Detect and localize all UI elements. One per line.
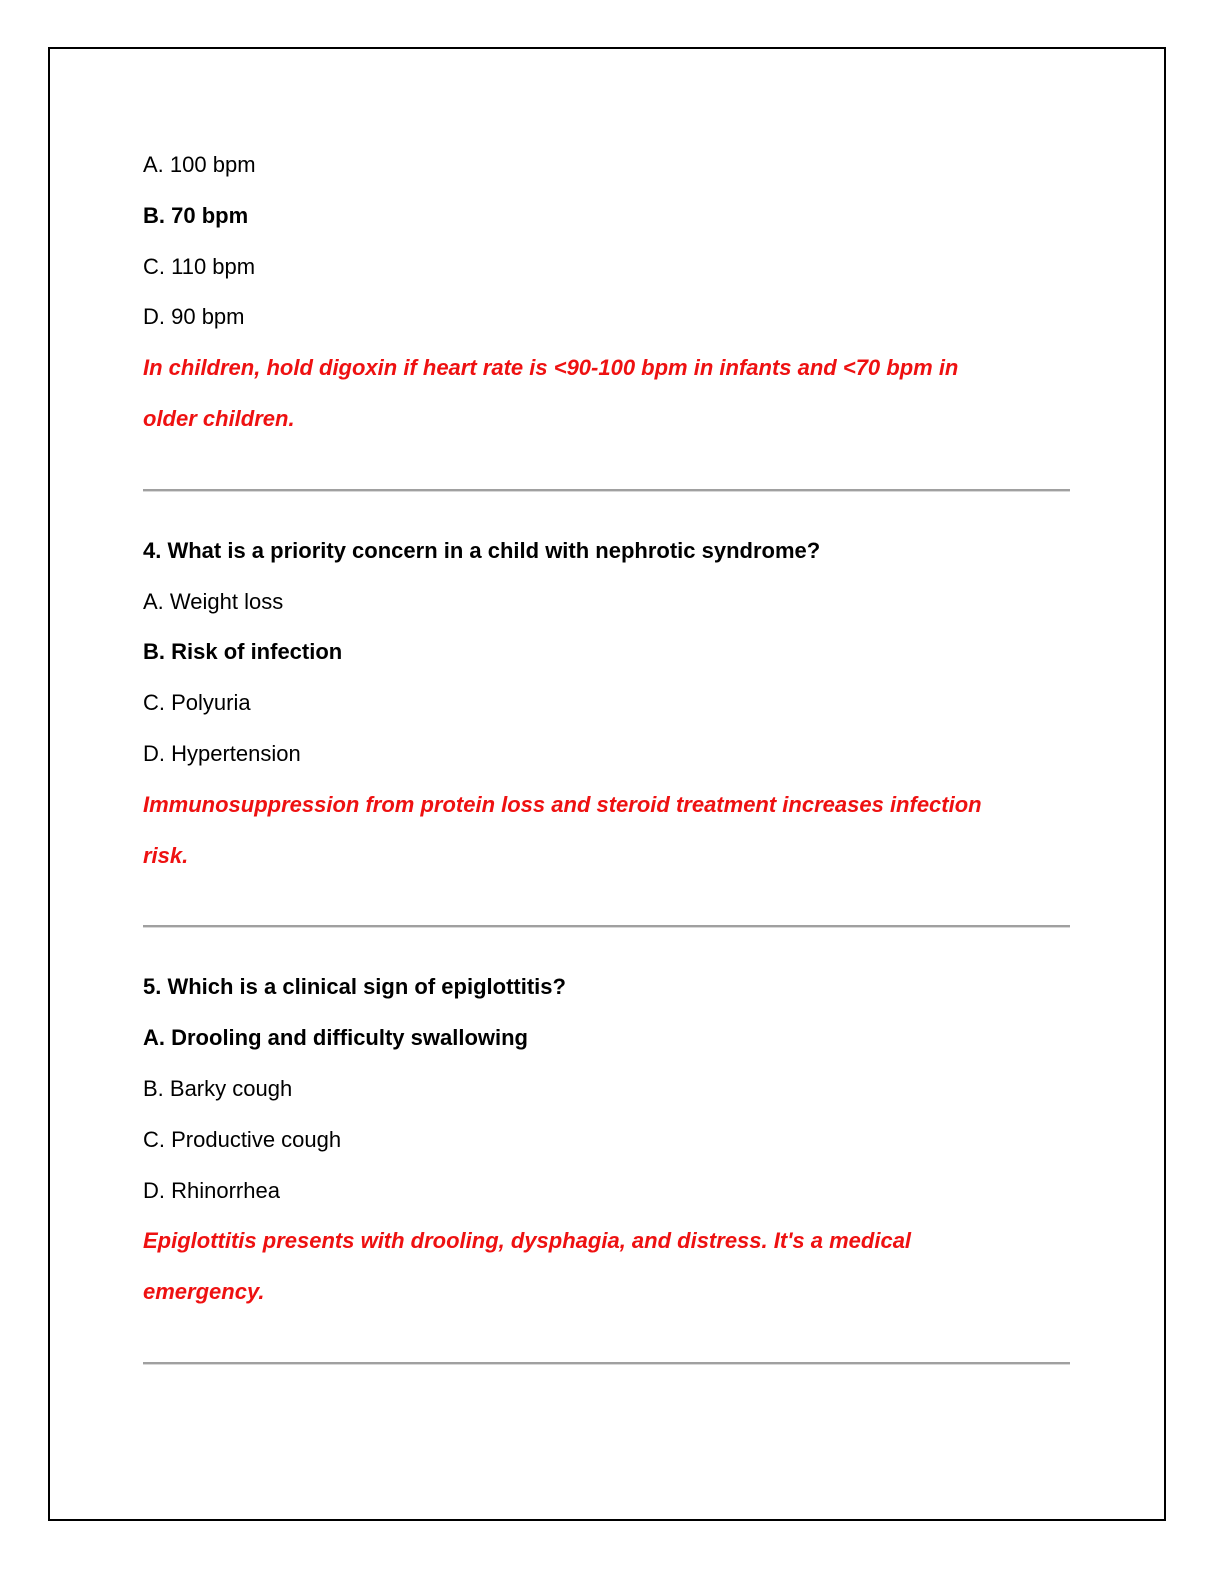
option-b: B. Barky cough	[143, 1075, 293, 1101]
option-b-correct: B. Risk of infection	[143, 639, 343, 665]
question-block-4	[143, 526, 1073, 882]
explanation-line-1: In children, hold digoxin if heart rate is <90-100 bpm in infants and <70 bpm in	[143, 355, 959, 381]
explanation-line-1: Epiglottitis presents with drooling, dysphagia, and distress. It's a medical	[143, 1228, 912, 1254]
option-a-correct: A. Drooling and difficulty swallowing	[143, 1025, 528, 1051]
question-block-3	[143, 140, 1073, 445]
explanation-line-2: emergency.	[143, 1279, 265, 1305]
option-d: D. Rhinorrhea	[143, 1177, 280, 1203]
section-divider	[143, 1362, 1070, 1365]
option-c: C. 110 bpm	[143, 253, 256, 279]
option-d: D. 90 bpm	[143, 304, 245, 330]
explanation-line-1: Immunosuppression from protein loss and steroid treatment increases infection	[143, 791, 982, 817]
option-c: C. Productive cough	[143, 1126, 342, 1152]
explanation-line-2: older children.	[143, 405, 295, 431]
option-a: A. Weight loss	[143, 588, 284, 614]
question-text: 5. Which is a clinical sign of epiglottitis?	[143, 974, 566, 1000]
option-d: D. Hypertension	[143, 740, 301, 766]
option-c: C. Polyuria	[143, 690, 251, 716]
question-text: 4. What is a priority concern in a child with nephrotic syndrome?	[143, 537, 821, 563]
question-block-5	[143, 962, 1073, 1318]
option-a: A. 100 bpm	[143, 152, 256, 177]
explanation-line-2: risk.	[143, 842, 189, 868]
document-content	[143, 140, 1073, 1365]
option-b-correct: B. 70 bpm	[143, 202, 249, 228]
